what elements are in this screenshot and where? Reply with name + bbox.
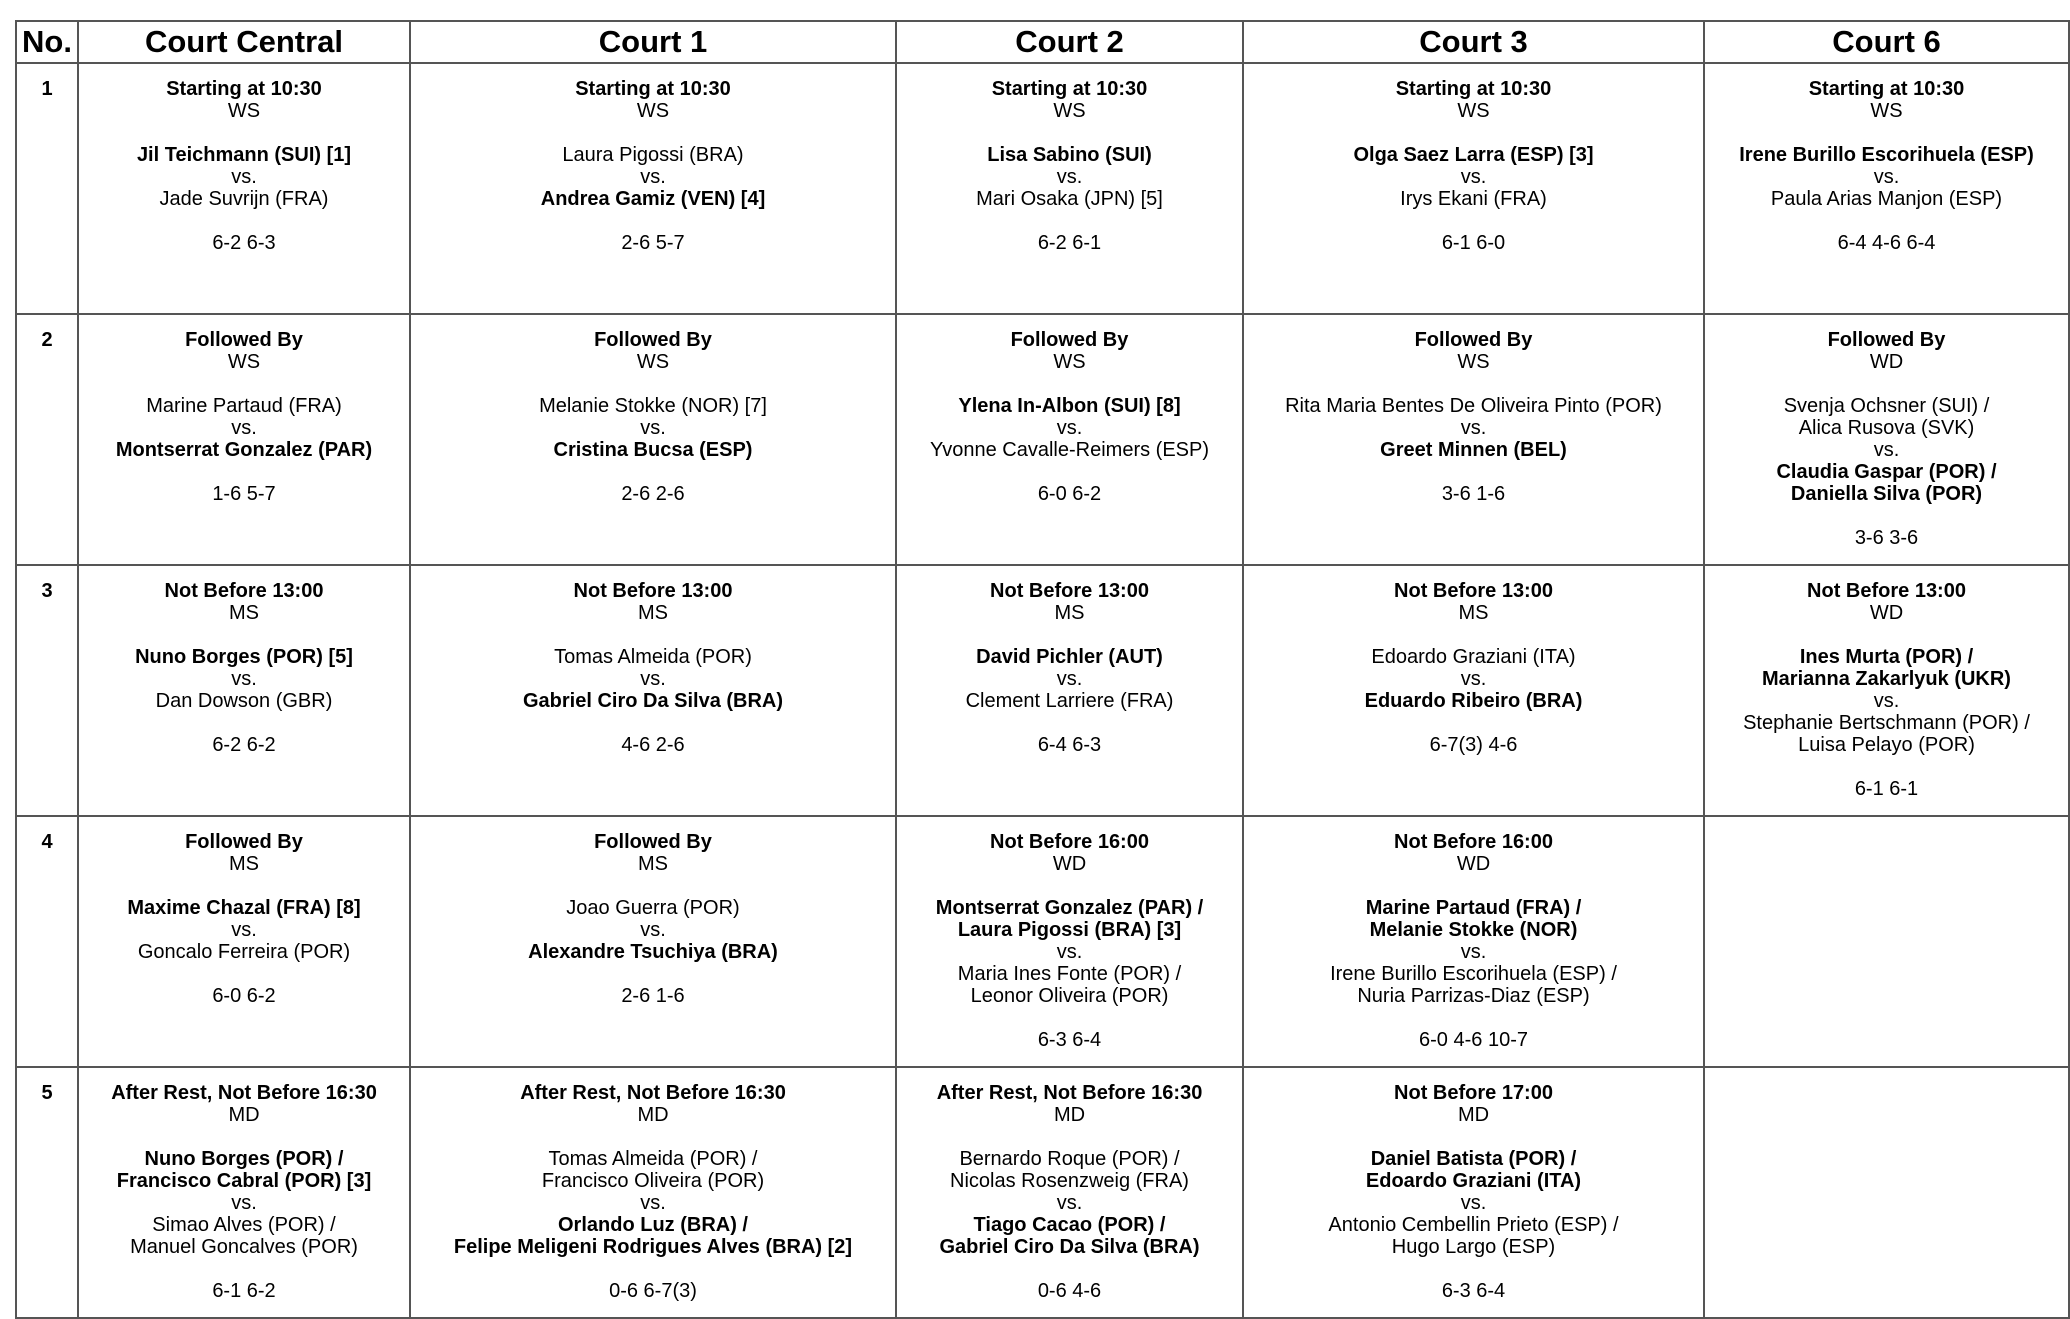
match-time: Followed By (185, 831, 303, 853)
match-cell (896, 314, 1243, 565)
match-event: WD (1456, 853, 1491, 875)
team-2-player: Yvonne Cavalle-Reimers (ESP) (930, 439, 1209, 461)
schedule-row (16, 816, 2069, 1067)
team-1-player: Svenja Ochsner (SUI) / (1783, 395, 1990, 417)
schedule-row (16, 314, 2069, 565)
match-score: 6-7(3) 4-6 (1429, 734, 1518, 756)
versus-label: vs. (231, 417, 257, 439)
match-order-number: 3 (16, 565, 78, 816)
match-time: Followed By (1010, 329, 1129, 351)
team-2-player: Daniella Silva (POR) (1790, 483, 1983, 505)
team-2-player: Dan Dowson (GBR) (155, 690, 333, 712)
match-cell (78, 314, 410, 565)
match-time: After Rest, Not Before 16:30 (520, 1082, 786, 1104)
team-1-player: Alica Rusova (SVK) (1798, 417, 1975, 439)
match-score: 6-4 6-3 (1037, 734, 1102, 756)
team-2-player: Eduardo Ribeiro (BRA) (1364, 690, 1583, 712)
team-1-player: Nuno Borges (POR) / (144, 1148, 344, 1170)
match-score: 6-1 6-2 (212, 1280, 276, 1302)
team-2-player: Goncalo Ferreira (POR) (137, 941, 351, 963)
match-event: MD (1053, 1104, 1086, 1126)
team-1-player: Maxime Chazal (FRA) [8] (127, 897, 361, 919)
versus-label: vs. (1056, 941, 1083, 963)
match-cell (1704, 314, 2069, 565)
team-1-player: Nuno Borges (POR) [5] (135, 646, 353, 668)
team-1-player: Olga Saez Larra (ESP) [3] (1353, 144, 1594, 166)
match-cell (78, 1067, 410, 1318)
team-2-player: Manuel Goncalves (POR) (130, 1236, 358, 1258)
match-event: WS (1053, 351, 1086, 373)
match-event: WD (1869, 602, 1904, 624)
versus-label: vs. (1460, 668, 1487, 690)
team-1-player: Ylena In-Albon (SUI) [8] (958, 395, 1181, 417)
versus-label: vs. (1460, 941, 1487, 963)
match-cell (410, 816, 896, 1067)
match-event: WS (1457, 351, 1490, 373)
match-time: Not Before 13:00 (1394, 580, 1553, 602)
team-2-player: Stephanie Bertschmann (POR) / (1743, 712, 2030, 734)
team-2-player: Montserrat Gonzalez (PAR) (115, 439, 373, 461)
match-event: WS (227, 100, 261, 122)
match-cell (410, 565, 896, 816)
team-1-player: Francisco Cabral (POR) [3] (116, 1170, 372, 1192)
match-event: WS (1053, 100, 1086, 122)
match-score: 4-6 2-6 (621, 734, 685, 756)
match-time: Starting at 10:30 (991, 78, 1148, 100)
team-2-player: Mari Osaka (JPN) [5] (976, 188, 1163, 210)
match-cell (78, 816, 410, 1067)
order-of-play-table (15, 20, 2070, 1319)
team-2-player: Irene Burillo Escorihuela (ESP) / (1330, 963, 1617, 985)
match-time: Starting at 10:30 (166, 78, 322, 100)
versus-label: vs. (231, 668, 257, 690)
header-no: No. (16, 21, 78, 63)
versus-label: vs. (640, 919, 666, 941)
team-1-player: Joao Guerra (POR) (566, 897, 740, 919)
team-2-player: Gabriel Ciro Da Silva (BRA) (939, 1236, 1200, 1258)
match-time: Not Before 13:00 (1807, 580, 1966, 602)
match-cell (1243, 1067, 1704, 1318)
team-1-player: Jil Teichmann (SUI) [1] (136, 144, 352, 166)
match-cell (410, 1067, 896, 1318)
team-2-player: Alexandre Tsuchiya (BRA) (528, 941, 778, 963)
match-event: MS (229, 853, 259, 875)
team-1-player: Francisco Oliveira (POR) (541, 1170, 765, 1192)
team-2-player: Simao Alves (POR) / (152, 1214, 336, 1236)
match-score: 6-0 6-2 (1037, 483, 1102, 505)
team-1-player: Marine Partaud (FRA) / (1365, 897, 1582, 919)
team-1-player: Edoardo Graziani (ITA) (1365, 1170, 1582, 1192)
match-event: MD (637, 1104, 669, 1126)
match-cell (1243, 816, 1704, 1067)
empty-cell (1704, 1067, 2069, 1318)
match-cell (410, 314, 896, 565)
team-2-player: Felipe Meligeni Rodrigues Alves (BRA) [2] (453, 1236, 853, 1258)
team-1-player: Melanie Stokke (NOR) [7] (539, 395, 767, 417)
team-1-player: Tomas Almeida (POR) (554, 646, 752, 668)
team-1-player: Tomas Almeida (POR) / (548, 1148, 758, 1170)
team-1-player: Marine Partaud (FRA) (146, 395, 342, 417)
match-time: Followed By (185, 329, 303, 351)
match-time: Not Before 13:00 (573, 580, 733, 602)
match-score: 6-1 6-1 (1854, 778, 1919, 800)
empty-cell (1704, 816, 2069, 1067)
match-score: 6-4 4-6 6-4 (1837, 232, 1936, 254)
match-order-number: 4 (16, 816, 78, 1067)
match-score: 6-0 6-2 (212, 985, 276, 1007)
match-order-number: 5 (16, 1067, 78, 1318)
match-event: WS (1457, 100, 1490, 122)
team-2-player: Gabriel Ciro Da Silva (BRA) (522, 690, 784, 712)
match-event: WS (227, 351, 261, 373)
match-score: 2-6 1-6 (621, 985, 685, 1007)
team-1-player: Nicolas Rosenzweig (FRA) (950, 1170, 1189, 1192)
team-2-player: Greet Minnen (BEL) (1380, 439, 1567, 461)
versus-label: vs. (640, 1192, 666, 1214)
team-1-player: Marianna Zakarlyuk (UKR) (1762, 668, 2011, 690)
versus-label: vs. (640, 417, 666, 439)
match-order-number: 2 (16, 314, 78, 565)
match-time: Not Before 13:00 (164, 580, 324, 602)
match-event: MD (1457, 1104, 1490, 1126)
match-score: 3-6 3-6 (1854, 527, 1919, 549)
versus-label: vs. (1056, 1192, 1083, 1214)
versus-label: vs. (1056, 417, 1083, 439)
team-2-player: Leonor Oliveira (POR) (970, 985, 1169, 1007)
team-2-player: Paula Arias Manjon (ESP) (1770, 188, 2003, 210)
match-event: WS (636, 100, 670, 122)
team-2-player: Antonio Cembellin Prieto (ESP) / (1328, 1214, 1619, 1236)
header-court-3: Court 3 (1243, 21, 1704, 63)
team-2-player: Orlando Luz (BRA) / (558, 1214, 748, 1236)
team-1-player: Ines Murta (POR) / (1799, 646, 1974, 668)
match-score: 0-6 6-7(3) (609, 1280, 697, 1302)
header-court-2: Court 2 (896, 21, 1243, 63)
match-time: After Rest, Not Before 16:30 (936, 1082, 1203, 1104)
team-2-player: Cristina Bucsa (ESP) (553, 439, 753, 461)
team-1-player: Laura Pigossi (BRA) (562, 144, 744, 166)
team-1-player: Rita Maria Bentes De Oliveira Pinto (POR) (1285, 395, 1662, 417)
match-time: Followed By (1414, 329, 1533, 351)
match-order-number: 1 (16, 63, 78, 314)
versus-label: vs. (1460, 166, 1487, 188)
versus-label: vs. (231, 919, 257, 941)
match-event: MD (228, 1104, 260, 1126)
match-cell (896, 565, 1243, 816)
team-1-player: Lisa Sabino (SUI) (987, 144, 1152, 166)
team-2-player: Jade Suvrijn (FRA) (159, 188, 329, 210)
team-2-player: Irys Ekani (FRA) (1400, 188, 1547, 210)
match-score: 0-6 4-6 (1037, 1280, 1102, 1302)
match-score: 6-2 6-3 (212, 232, 276, 254)
schedule-row (16, 1067, 2069, 1318)
team-1-player: Melanie Stokke (NOR) (1369, 919, 1578, 941)
team-1-player: Bernardo Roque (POR) / (959, 1148, 1180, 1170)
match-score: 2-6 2-6 (621, 483, 685, 505)
versus-label: vs. (1056, 166, 1083, 188)
match-cell (1243, 565, 1704, 816)
match-time: Not Before 16:00 (1394, 831, 1553, 853)
match-score: 6-2 6-2 (212, 734, 276, 756)
team-1-player: Montserrat Gonzalez (PAR) / (935, 897, 1204, 919)
team-2-player: Maria Ines Fonte (POR) / (957, 963, 1182, 985)
match-score: 3-6 1-6 (1441, 483, 1506, 505)
team-1-player: Daniel Batista (POR) / (1370, 1148, 1577, 1170)
match-time: Followed By (594, 831, 712, 853)
match-time: Followed By (1827, 329, 1946, 351)
versus-label: vs. (640, 166, 666, 188)
versus-label: vs. (1873, 690, 1900, 712)
team-2-player: Nuria Parrizas-Diaz (ESP) (1357, 985, 1590, 1007)
match-time: Starting at 10:30 (575, 78, 731, 100)
team-1-player: Edoardo Graziani (ITA) (1371, 646, 1576, 668)
team-1-player: David Pichler (AUT) (976, 646, 1163, 668)
team-1-player: Irene Burillo Escorihuela (ESP) (1739, 144, 2034, 166)
match-event: WS (1870, 100, 1903, 122)
match-cell (896, 1067, 1243, 1318)
match-cell (410, 63, 896, 314)
versus-label: vs. (231, 166, 257, 188)
match-event: MS (229, 602, 259, 624)
versus-label: vs. (1873, 439, 1900, 461)
match-cell (78, 63, 410, 314)
match-score: 6-3 6-4 (1441, 1280, 1506, 1302)
match-time: Not Before 16:00 (990, 831, 1149, 853)
team-2-player: Hugo Largo (ESP) (1391, 1236, 1556, 1258)
team-2-player: Claudia Gaspar (POR) / (1776, 461, 1997, 483)
versus-label: vs. (640, 668, 666, 690)
match-time: After Rest, Not Before 16:30 (111, 1082, 377, 1104)
header-court-6: Court 6 (1704, 21, 2069, 63)
match-event: WD (1869, 351, 1904, 373)
versus-label: vs. (1056, 668, 1083, 690)
team-1-player: Laura Pigossi (BRA) [3] (957, 919, 1182, 941)
header-court-1: Court 1 (410, 21, 896, 63)
match-time: Starting at 10:30 (1395, 78, 1552, 100)
versus-label: vs. (231, 1192, 257, 1214)
match-score: 6-3 6-4 (1037, 1029, 1102, 1051)
header-court-central: Court Central (78, 21, 410, 63)
match-time: Not Before 17:00 (1394, 1082, 1553, 1104)
match-event: MS (638, 602, 668, 624)
match-cell (1704, 565, 2069, 816)
header-row (16, 21, 2069, 63)
match-score: 6-1 6-0 (1441, 232, 1506, 254)
team-2-player: Andrea Gamiz (VEN) [4] (540, 188, 766, 210)
match-event: MS (638, 853, 668, 875)
match-time: Starting at 10:30 (1808, 78, 1965, 100)
match-cell (1243, 63, 1704, 314)
match-time: Not Before 13:00 (990, 580, 1149, 602)
match-cell (1243, 314, 1704, 565)
versus-label: vs. (1460, 1192, 1487, 1214)
schedule-body (16, 63, 2069, 1318)
match-score: 2-6 5-7 (621, 232, 685, 254)
match-score: 1-6 5-7 (212, 483, 276, 505)
match-event: WS (636, 351, 670, 373)
match-time: Followed By (594, 329, 712, 351)
team-2-player: Clement Larriere (FRA) (965, 690, 1174, 712)
match-score: 6-2 6-1 (1037, 232, 1102, 254)
match-event: WD (1052, 853, 1087, 875)
versus-label: vs. (1873, 166, 1900, 188)
team-2-player: Luisa Pelayo (POR) (1798, 734, 1975, 756)
match-event: MS (1458, 602, 1489, 624)
match-cell (78, 565, 410, 816)
match-event: MS (1054, 602, 1085, 624)
schedule-row (16, 565, 2069, 816)
versus-label: vs. (1460, 417, 1487, 439)
schedule-row (16, 63, 2069, 314)
match-cell (896, 63, 1243, 314)
match-cell (1704, 63, 2069, 314)
match-cell (896, 816, 1243, 1067)
match-score: 6-0 4-6 10-7 (1419, 1029, 1528, 1051)
team-2-player: Tiago Cacao (POR) / (973, 1214, 1166, 1236)
